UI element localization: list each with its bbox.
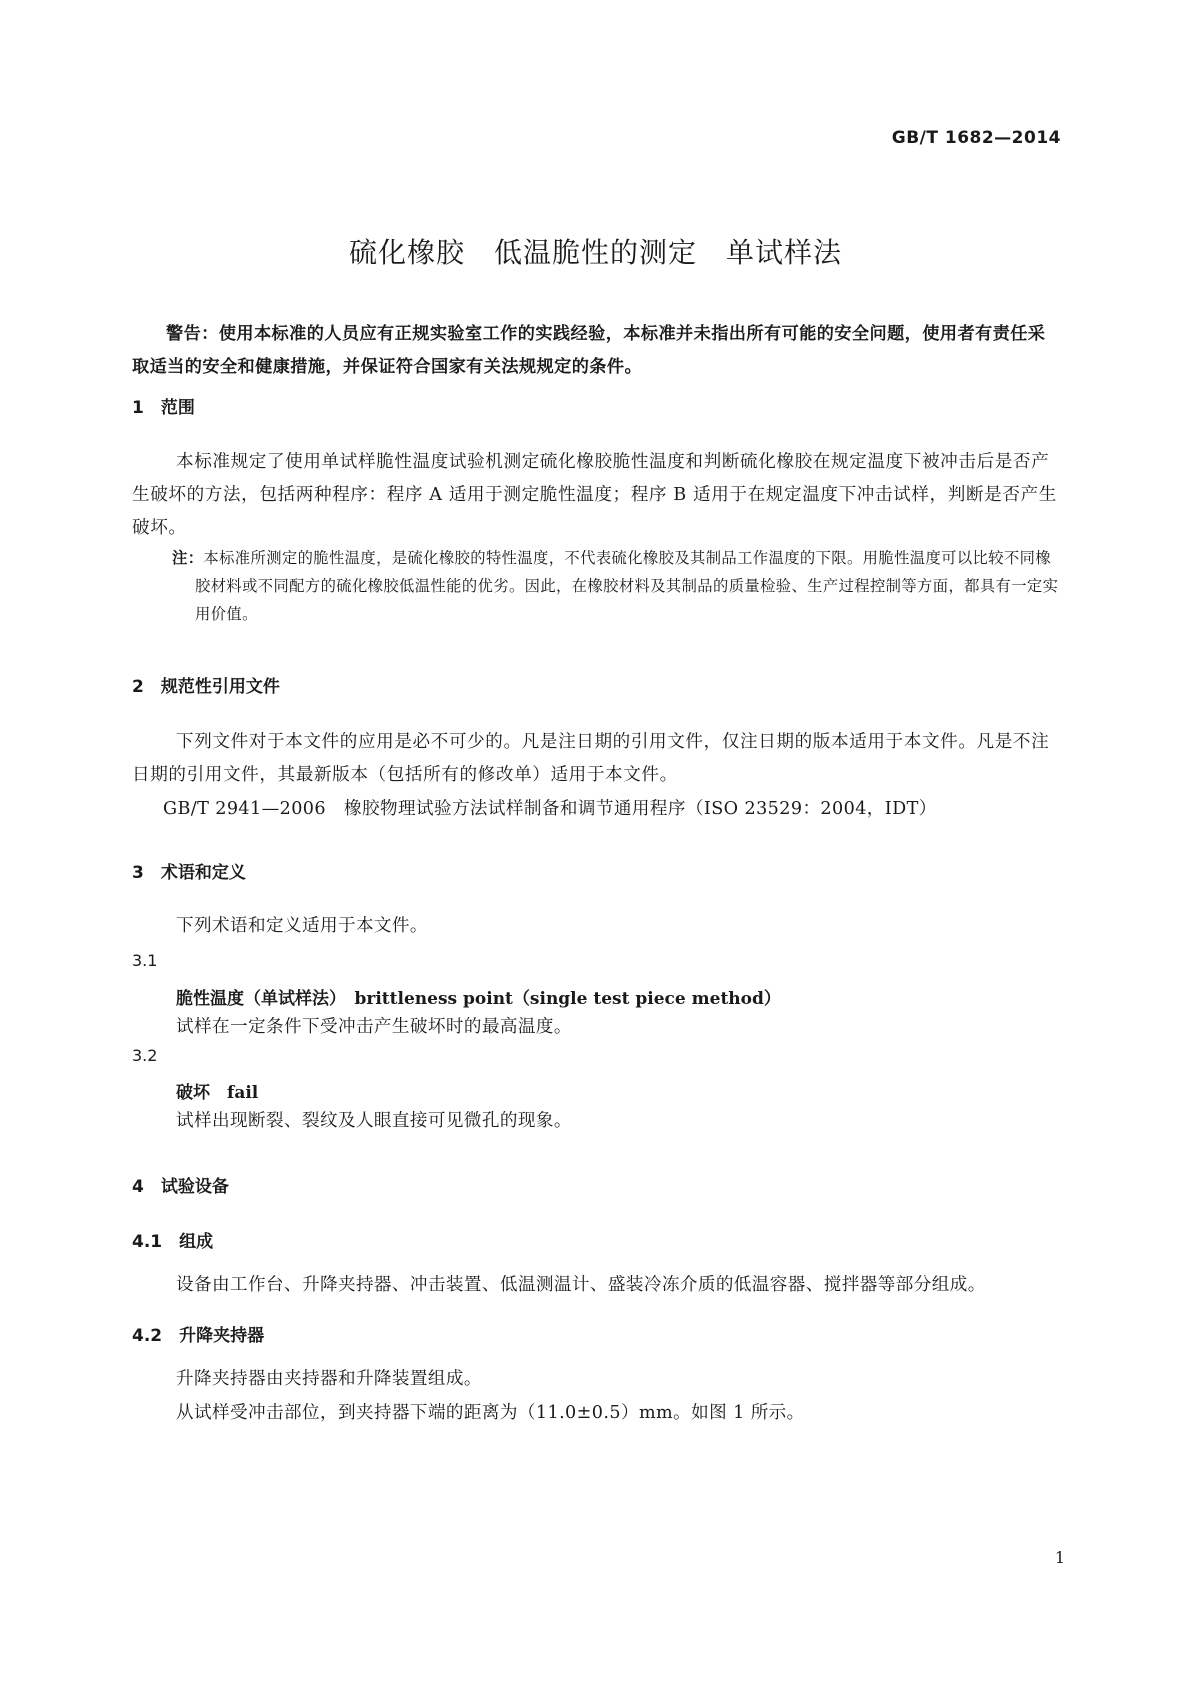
page-number: 1: [1054, 1548, 1065, 1567]
section-1-heading: 1 范围: [132, 398, 195, 418]
subsection-4-1-heading: 4.1 组成: [132, 1232, 214, 1252]
section-3-intro: 下列术语和定义适用于本文件。: [176, 916, 428, 936]
document-title: 硫化橡胶 低温脆性的测定 单试样法: [348, 236, 842, 269]
note-label: 注：: [172, 549, 204, 567]
warning-paragraph: 警告：使用本标准的人员应有正规实验室工作的实践经验，本标准并未指出所有可能的安全问题，使用者有责任采取适当的安全和健康措施，并保证符合国家有关法规规定的条件。: [132, 324, 1046, 377]
subsection-4-2-line-2: 从试样受冲击部位，到夹持器下端的距离为（11.0±0.5）mm。如图 1 所示。: [176, 1403, 805, 1423]
term-3-1-en: brittleness point（single test piece method）: [354, 989, 781, 1009]
subsection-4-2-line-1: 升降夹持器由夹持器和升降装置组成。: [176, 1369, 482, 1389]
term-3-1-number: 3.1: [132, 951, 158, 970]
term-3-2-definition: 试样出现断裂、裂纹及人眼直接可见微孔的现象。: [176, 1111, 572, 1131]
standard-code: GB/T 1682—2014: [891, 128, 1061, 148]
section-1-paragraph: 本标准规定了使用单试样脆性温度试验机测定硫化橡胶脆性温度和判断硫化橡胶在规定温度下被冲击后是否产生破坏的方法，包括两种程序：程序 A 适用于测定脆性温度；程序 B 适用于在规定温度下冲击试样，判断是否产生破坏。: [132, 452, 1057, 538]
term-3-1-cn: 脆性温度（单试样法）: [176, 989, 338, 1009]
term-3-1: [176, 984, 781, 1009]
section-3-heading: 3 术语和定义: [132, 863, 246, 883]
term-3-2-number: 3.2: [132, 1046, 158, 1065]
term-3-2: [176, 1078, 258, 1103]
note-text: 本标准所测定的脆性温度，是硫化橡胶的特性温度，不代表硫化橡胶及其制品工作温度的下限。用脆性温度可以比较不同橡胶材料或不同配方的硫化橡胶低温性能的优劣。因此，在橡胶材料及其制品的质量检验、生产过程控制等方面，都具有一定实用价值。: [195, 549, 1059, 623]
term-3-2-cn: 破坏: [176, 1083, 210, 1103]
subsection-4-1-text: 设备由工作台、升降夹持器、冲击装置、低温测温计、盛装冷冻介质的低温容器、搅拌器等部分组成。: [176, 1275, 986, 1295]
term-3-1-definition: 试样在一定条件下受冲击产生破坏时的最高温度。: [176, 1017, 572, 1037]
section-2-paragraph: 下列文件对于本文件的应用是必不可少的。凡是注日期的引用文件，仅注日期的版本适用于本文件。凡是不注日期的引用文件，其最新版本（包括所有的修改单）适用于本文件。: [132, 732, 1050, 785]
normative-reference: GB/T 2941—2006 橡胶物理试验方法试样制备和调节通用程序（ISO 23529：2004，IDT）: [163, 799, 937, 819]
subsection-4-2-heading: 4.2 升降夹持器: [132, 1326, 265, 1346]
term-3-2-en: fail: [227, 1083, 259, 1103]
section-2-heading: 2 规范性引用文件: [132, 677, 280, 697]
section-4-heading: 4 试验设备: [132, 1177, 229, 1197]
section-1-note: [172, 544, 1062, 628]
